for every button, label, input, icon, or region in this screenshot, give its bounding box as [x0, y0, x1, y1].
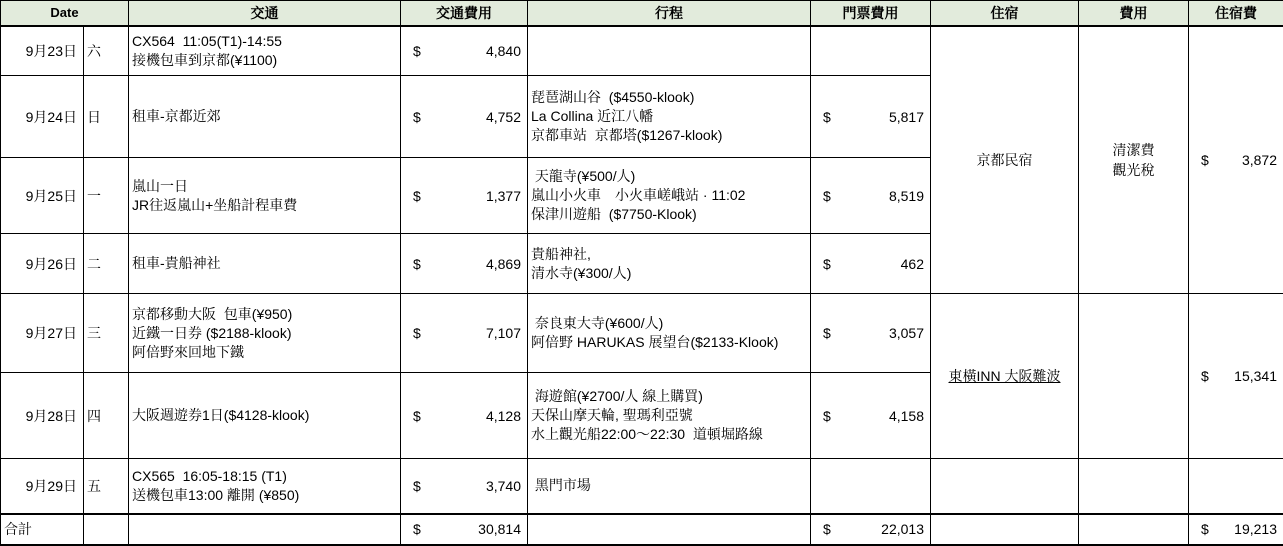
currency-symbol: $ [823, 408, 831, 424]
date-cell[interactable]: 9月23日 [1, 26, 84, 76]
currency-symbol: $ [413, 256, 421, 272]
fee-cell[interactable] [1079, 459, 1189, 514]
ticket-cost-cell[interactable] [811, 158, 931, 234]
transport-line: 接機包車到京都(¥1100) [132, 51, 398, 70]
transport-cell[interactable] [129, 294, 401, 373]
day-cell[interactable]: 一 [84, 158, 129, 234]
date-cell[interactable]: 9月25日 [1, 158, 84, 234]
amount: 30,814 [478, 521, 521, 537]
transport-cost-cell[interactable] [401, 373, 528, 459]
currency-symbol: $ [413, 325, 421, 341]
transport-cost-cell[interactable] [401, 459, 528, 514]
table-row [1, 459, 1283, 514]
ticket-cost-cell[interactable] [811, 26, 931, 76]
date-cell[interactable]: 9月27日 [1, 294, 84, 373]
currency-symbol: $ [1201, 152, 1209, 168]
amount: 7,107 [486, 325, 521, 341]
transport-cell[interactable] [129, 76, 401, 158]
transport-line: JR往返嵐山+坐船計程車費 [132, 196, 398, 215]
date-cell[interactable]: 9月29日 [1, 459, 84, 514]
amount: 1,377 [486, 188, 521, 204]
itinerary-cell[interactable] [528, 514, 811, 545]
currency-symbol: $ [823, 188, 831, 204]
currency-symbol: $ [1201, 521, 1209, 537]
itinerary-line: 水上觀光船22:00～22:30 道頓堀路線 [531, 425, 808, 444]
lodging-cell[interactable] [931, 459, 1079, 514]
transport-line: 近鐵一日券 ($2188-klook) [132, 324, 398, 343]
itinerary-cell[interactable] [528, 158, 811, 234]
amount: 4,158 [889, 408, 924, 424]
transport-line: 租車-京都近郊 [132, 107, 398, 126]
ticket-cost-cell[interactable] [811, 294, 931, 373]
itinerary-line: 嵐山小火車 小火車嵯峨站 · 11:02 [531, 186, 808, 205]
header-itinerary[interactable]: 行程 [528, 1, 811, 26]
itinerary-cell[interactable] [528, 76, 811, 158]
currency-symbol: $ [413, 478, 421, 494]
ticket-cost-cell[interactable] [811, 76, 931, 158]
lodging-name[interactable]: 東橫INN 大阪難波 [949, 368, 1061, 384]
total-label-cell[interactable]: 合計 [1, 514, 84, 545]
itinerary-cell[interactable] [528, 234, 811, 294]
day-cell[interactable]: 二 [84, 234, 129, 294]
day-cell[interactable]: 日 [84, 76, 129, 158]
day-cell[interactable]: 五 [84, 459, 129, 514]
itinerary-line: 京都車站 京都塔($1267-klook) [531, 126, 808, 145]
amount: 5,817 [889, 109, 924, 125]
amount: 19,213 [1234, 521, 1277, 537]
transport-line: 京都移動大阪 包車(¥950) [132, 305, 398, 324]
lodging-cell[interactable] [931, 26, 1079, 294]
itinerary-line: 阿倍野 HARUKAS 展望台($2133-Klook) [531, 333, 808, 352]
itinerary-line: 天龍寺(¥500/人) [531, 167, 808, 186]
transport-cell[interactable] [129, 26, 401, 76]
amount: 462 [901, 256, 924, 272]
amount: 22,013 [881, 521, 924, 537]
itinerary-cell[interactable] [528, 26, 811, 76]
lodging-total-cell[interactable] [1189, 514, 1283, 545]
transport-line: CX565 16:05-18:15 (T1) [132, 467, 398, 486]
currency-symbol: $ [413, 188, 421, 204]
itinerary-line: 黑門市場 [531, 476, 808, 495]
transport-line: 送機包車13:00 離開 (¥850) [132, 486, 398, 505]
table-row [1, 294, 1283, 373]
amount: 4,840 [486, 43, 521, 59]
header-lodging[interactable]: 住宿 [931, 1, 1079, 26]
ticket-cost-cell[interactable] [811, 234, 931, 294]
transport-line: 阿倍野來回地下鐵 [132, 343, 398, 362]
day-cell[interactable] [84, 514, 129, 545]
lodging-cost-cell[interactable] [1189, 459, 1283, 514]
itinerary-line: 琵琶湖山谷 ($4550-klook) [531, 88, 808, 107]
transport-cost-cell[interactable] [401, 294, 528, 373]
date-cell[interactable]: 9月24日 [1, 76, 84, 158]
amount: 4,128 [486, 408, 521, 424]
itinerary-line: La Collina 近江八幡 [531, 107, 808, 126]
transport-cell[interactable] [129, 514, 401, 545]
transport-total-cell[interactable] [401, 514, 528, 545]
transport-cell[interactable] [129, 234, 401, 294]
header-lodging-cost[interactable]: 住宿費 [1189, 1, 1283, 26]
transport-line: 租車-貴船神社 [132, 254, 398, 273]
header-row [1, 1, 1283, 26]
currency-symbol: $ [413, 43, 421, 59]
ticket-cost-cell[interactable] [811, 373, 931, 459]
header-transport-cost[interactable]: 交通費用 [401, 1, 528, 26]
currency-symbol: $ [413, 408, 421, 424]
fee-line: 清潔費 [1079, 140, 1188, 160]
header-transport[interactable]: 交通 [129, 1, 401, 26]
amount: 3,057 [889, 325, 924, 341]
table-row [1, 26, 1283, 76]
transport-line: 嵐山一日 [132, 177, 398, 196]
transport-cell[interactable] [129, 158, 401, 234]
itinerary-line: 奈良東大寺(¥600/人) [531, 314, 808, 333]
amount: 4,752 [486, 109, 521, 125]
fee-cell[interactable] [1079, 514, 1189, 545]
itinerary-line: 天保山摩天輪, 聖瑪利亞號 [531, 406, 808, 425]
fee-cell[interactable] [1079, 294, 1189, 459]
itinerary-line: 海遊館(¥2700/人 線上購買) [531, 387, 808, 406]
ticket-cost-cell[interactable] [811, 459, 931, 514]
transport-cell[interactable] [129, 373, 401, 459]
header-date[interactable]: Date [1, 1, 129, 26]
transport-cost-cell[interactable] [401, 234, 528, 294]
currency-symbol: $ [823, 256, 831, 272]
amount: 3,740 [486, 478, 521, 494]
lodging-cost-cell[interactable] [1189, 26, 1283, 294]
day-cell[interactable]: 六 [84, 26, 129, 76]
transport-line: 大阪週遊券1日($4128-klook) [132, 406, 398, 425]
day-cell[interactable]: 三 [84, 294, 129, 373]
lodging-cost-cell[interactable] [1189, 294, 1283, 459]
amount: 4,869 [486, 256, 521, 272]
header-fee[interactable]: 費用 [1079, 1, 1189, 26]
fee-line: 觀光稅 [1079, 160, 1188, 180]
transport-cost-cell[interactable] [401, 76, 528, 158]
currency-symbol: $ [823, 521, 831, 537]
itinerary-line: 清水寺(¥300/人) [531, 264, 808, 283]
currency-symbol: $ [413, 109, 421, 125]
fee-cell[interactable] [1079, 26, 1189, 294]
date-cell[interactable]: 9月28日 [1, 373, 84, 459]
lodging-cell[interactable] [931, 514, 1079, 545]
transport-cost-cell[interactable] [401, 158, 528, 234]
currency-symbol: $ [413, 521, 421, 537]
itinerary-line: 貴船神社, [531, 245, 808, 264]
itinerary-cell[interactable] [528, 459, 811, 514]
currency-symbol: $ [823, 109, 831, 125]
itinerary-line: 保津川遊船 ($7750-Klook) [531, 205, 808, 224]
lodging-name: 京都民宿 [977, 152, 1033, 168]
itinerary-cell[interactable] [528, 294, 811, 373]
day-cell[interactable]: 四 [84, 373, 129, 459]
transport-cost-cell[interactable] [401, 26, 528, 76]
amount: 15,341 [1234, 368, 1277, 384]
currency-symbol: $ [823, 325, 831, 341]
amount: 8,519 [889, 188, 924, 204]
amount: 3,872 [1242, 152, 1277, 168]
transport-cell[interactable] [129, 459, 401, 514]
total-row [1, 514, 1283, 545]
date-cell[interactable]: 9月26日 [1, 234, 84, 294]
lodging-cell[interactable] [931, 294, 1079, 459]
currency-symbol: $ [1201, 368, 1209, 384]
transport-line: CX564 11:05(T1)-14:55 [132, 32, 398, 51]
header-ticket-cost[interactable]: 門票費用 [811, 1, 931, 26]
itinerary-cell[interactable] [528, 373, 811, 459]
ticket-total-cell[interactable] [811, 514, 931, 545]
